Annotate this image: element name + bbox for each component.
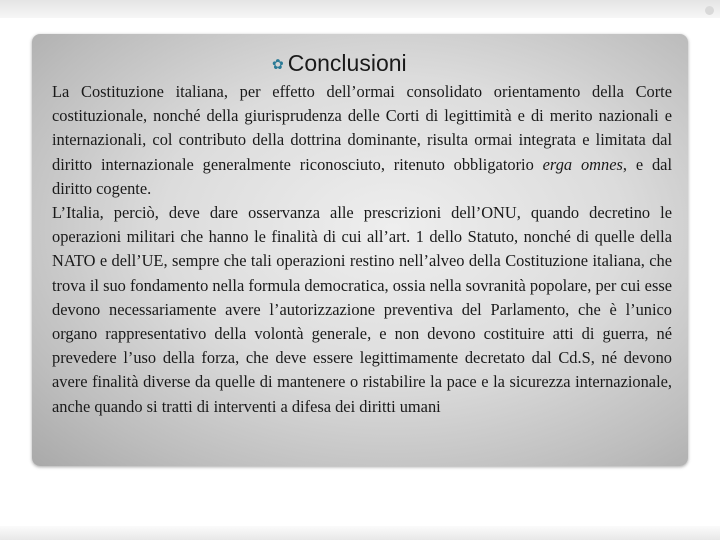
slide-body (52, 80, 672, 419)
corner-dot (705, 6, 714, 15)
paragraph-1 (52, 80, 672, 201)
paragraph-1-text: La Costituzione italiana, per effetto dell’ormai consolidato orientamento della Corte costituzionale, nonché della giurisprudenza delle Corti di legittimità e di merito nazionali e internazionali, col contributo della dottrina dominante, risulta ormai integrata e limitata dal diritto internazionale generalmente riconosciuto, ritenuto obbligatorio (52, 82, 672, 174)
leaf-bullet-icon: ✿ (272, 56, 284, 72)
slide-title-text: Conclusioni (287, 50, 407, 76)
paragraph-1-end: , e dal diritto cogente. (52, 154, 673, 198)
paragraph-1-italic: erga omnes (542, 154, 623, 174)
slide-top-edge (0, 0, 720, 18)
slide-title (272, 50, 407, 77)
slide-bottom-edge (0, 526, 720, 540)
paragraph-2: L’Italia, perciò, deve dare osservanza alle prescrizioni dell’ONU, quando decretino le operazioni militari che hanno le finalità di cui all’art. 1 dello Statuto, nonché di quelle della NATO e dell’UE, sempre che tali operazioni restino nell’alveo della Costituzione italiana, che trova il suo fondamento nella formula democratica, ossia nella sovranità popolare, per cui esse devono necessariamente avere l’autorizzazione preventiva del Parlamento, che è l’unico organo rappresentativo della volontà generale, e non devono costituire atti di guerra, né prevedere l’uso della forza, che deve essere legittimamente decretato dal Cd.S, né devono avere finalità diverse da quelle di mantenere o ristabilire la pace e la sicurezza internazionale, anche quando si tratti di interventi a difesa dei diritti umani (52, 203, 672, 416)
